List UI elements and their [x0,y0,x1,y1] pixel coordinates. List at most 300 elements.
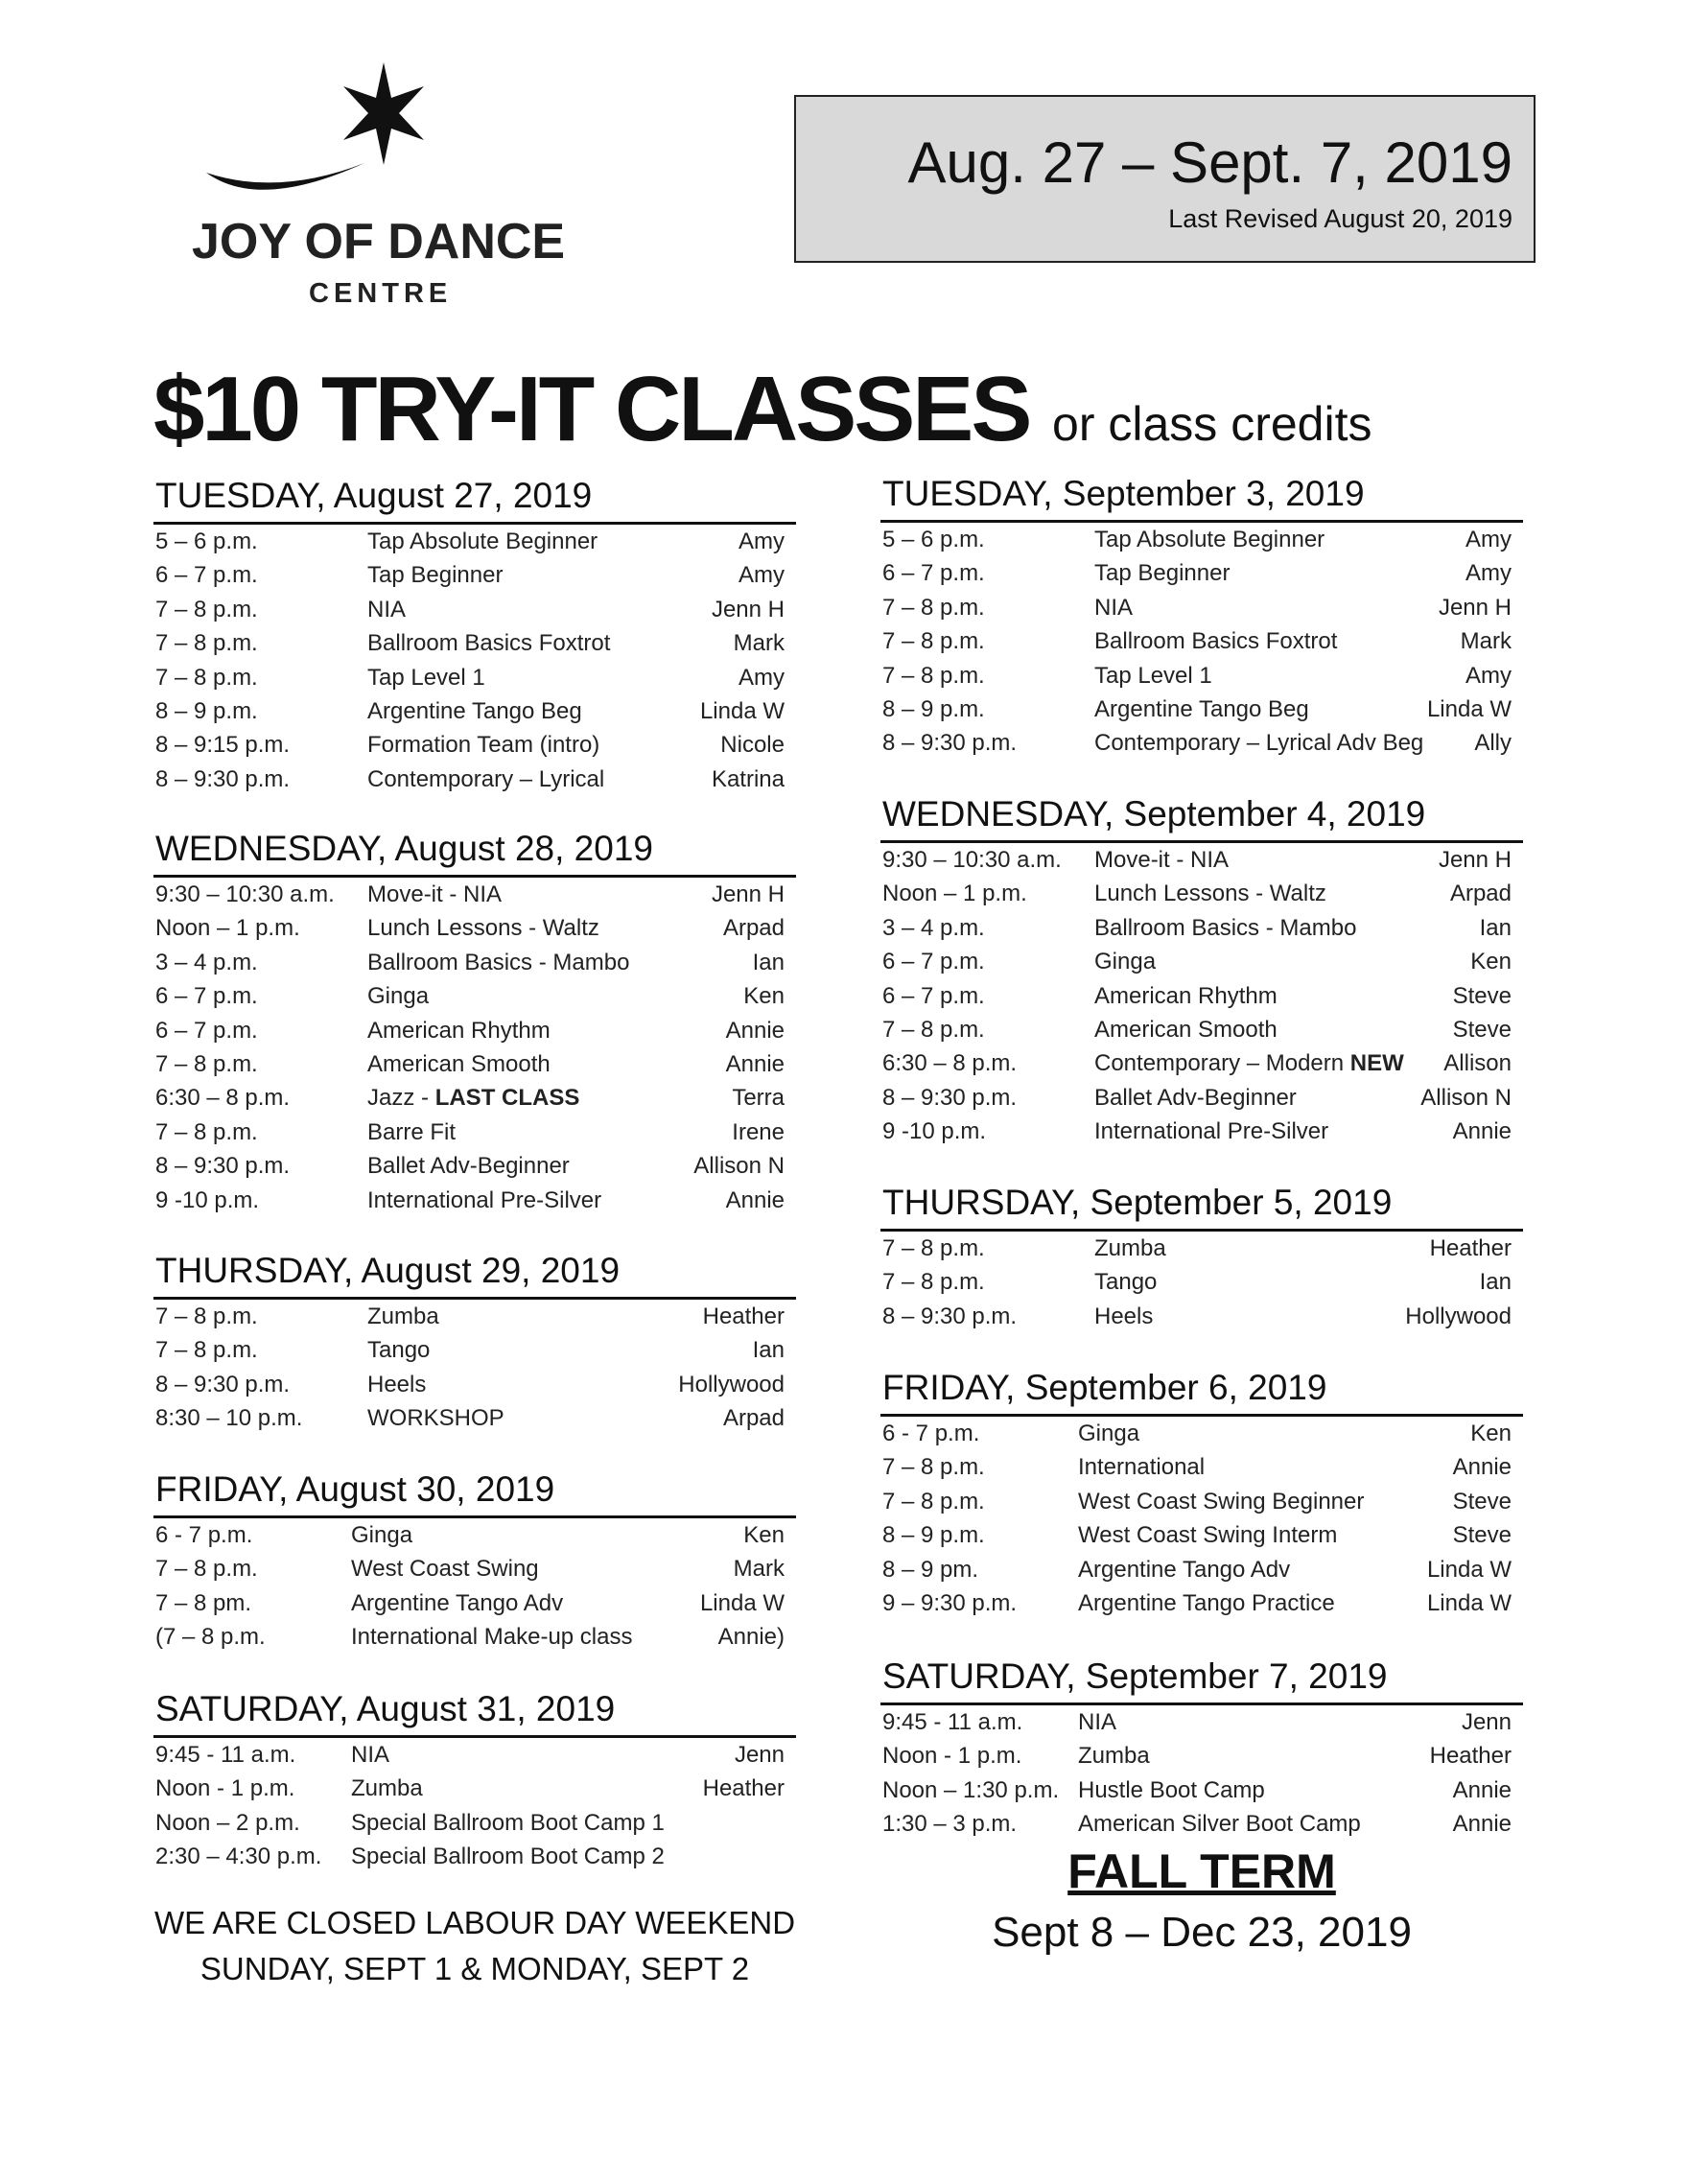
class-title: Contemporary – Lyrical Adv Beg [1094,730,1424,757]
class-name [367,1115,456,1149]
class-title: Tango [367,1337,431,1364]
class-instructor: Mark [733,630,785,657]
class-time: 3 – 4 p.m. [155,949,258,975]
class-name [1094,1115,1328,1148]
class-row [153,763,796,796]
class-title: Formation Team (intro) [367,732,600,759]
class-name [1094,1232,1166,1265]
class-time: 8 – 9 p.m. [882,1522,985,1549]
class-instructor: Nicole [720,732,785,759]
class-time: 6 – 7 p.m. [882,560,985,587]
class-name [367,1149,570,1183]
class-time: 6:30 – 8 p.m. [882,1050,1018,1077]
class-title: Tap Beginner [367,562,504,589]
class-instructor: Heather [702,1775,785,1802]
class-name [367,626,610,660]
class-row [880,726,1523,760]
day-heading: TUESDAY, September 3, 2019 [880,470,1523,523]
class-time: Noon – 1:30 p.m. [882,1776,1060,1803]
class-time: 7 – 8 p.m. [155,1118,258,1145]
day-section [153,472,796,796]
class-row [153,1806,796,1840]
class-row [153,1300,796,1333]
class-instructor: Amy [1465,527,1512,552]
class-name [351,1620,632,1654]
class-time: 6 – 7 p.m. [882,949,985,975]
class-instructor: Ken [743,1522,785,1548]
class-time: 5 – 6 p.m. [155,528,258,554]
class-name [1094,523,1325,556]
class-title: Argentine Tango Beg [1094,695,1309,722]
class-title: Move-it - NIA [367,881,503,907]
class-name [1094,659,1212,693]
day-heading: WEDNESDAY, August 28, 2019 [153,825,796,878]
class-instructor: Linda W [1426,695,1512,722]
class-row [153,1840,796,1873]
page-title [153,357,1372,462]
class-row [153,878,796,911]
class-name [1094,591,1133,624]
class-row [880,1705,1523,1739]
class-time: 8 – 9:30 p.m. [155,1371,291,1397]
class-row [880,624,1523,658]
class-row [880,1773,1523,1807]
class-instructor: Mark [733,1556,785,1583]
class-time: 8 – 9:15 p.m. [155,732,291,759]
class-instructor: Jenn [1461,1709,1512,1735]
class-name [1078,1586,1335,1620]
class-instructor: Linda W [1426,1556,1512,1583]
class-instructor: Katrina [711,765,785,792]
class-row [153,1014,796,1047]
closed-dates: SUNDAY, SEPT 1 & MONDAY, SEPT 2 [199,1951,750,1986]
class-name [1094,1013,1278,1046]
class-time: 7 – 8 p.m. [882,1016,985,1043]
class-title: Tap Level 1 [1094,662,1212,689]
class-instructor: Irene [732,1118,785,1145]
class-title: Heels [1094,1303,1154,1329]
class-badge: LAST CLASS [434,1085,580,1112]
class-name [1094,693,1309,726]
class-instructor: Ken [1470,1421,1512,1446]
class-instructor: Heather [1429,1743,1512,1770]
class-name [1094,979,1278,1013]
class-row [153,1772,796,1805]
day-heading: FRIDAY, August 30, 2019 [153,1466,796,1518]
class-instructor: Jenn H [1438,847,1512,873]
class-name [351,1772,423,1805]
class-name [351,1586,563,1620]
class-instructor: Annie [1452,1811,1512,1838]
class-time: 7 – 8 p.m. [882,1269,985,1296]
class-name [1078,1417,1139,1450]
class-row [880,693,1523,726]
day-heading: TUESDAY, August 27, 2019 [153,472,796,525]
class-row [880,1586,1523,1620]
class-title: Special Ballroom Boot Camp 2 [351,1843,665,1870]
class-name [1094,1265,1157,1299]
class-title: Ginga [1094,949,1157,975]
class-name [1094,1081,1297,1115]
day-section [880,1364,1523,1620]
class-title: WORKSHOP [367,1405,504,1432]
day-section [153,1466,796,1655]
class-name [367,525,598,558]
class-row [880,1046,1523,1080]
day-heading: SATURDAY, August 31, 2019 [153,1685,796,1738]
title-main: $10 TRY-IT CLASSES [153,358,1030,460]
last-revised: Last Revised August 20, 2019 [1168,204,1512,233]
class-time: 6 - 7 p.m. [155,1522,253,1548]
class-name [367,558,503,592]
day-section [880,1179,1523,1333]
class-instructor: Annie [1452,1454,1512,1481]
class-name [367,1081,579,1115]
class-title: NIA [1078,1709,1117,1735]
class-instructor: Mark [1460,628,1512,655]
class-name [1094,945,1156,978]
class-name [367,911,599,945]
class-name [1094,726,1423,760]
class-instructor: Terra [732,1085,785,1112]
class-time: 9:30 – 10:30 a.m. [155,881,335,907]
class-row [153,1149,796,1183]
class-time: 7 – 8 p.m. [155,630,258,657]
class-row [880,877,1523,910]
class-title: International Pre-Silver [367,1186,602,1213]
class-title: American Silver Boot Camp [1078,1811,1361,1838]
class-title: West Coast Swing Beginner [1078,1488,1365,1515]
class-instructor: Ian [752,949,785,975]
class-instructor: Allison [1443,1050,1512,1077]
class-time: 9 – 9:30 p.m. [882,1589,1018,1616]
class-time: 9 -10 p.m. [155,1186,260,1213]
class-time: 9:30 – 10:30 a.m. [882,847,1062,873]
class-time: 7 – 8 p.m. [882,594,985,621]
class-name [367,1184,601,1217]
class-row [880,1300,1523,1333]
class-name [367,1300,439,1333]
class-instructor: Allison N [693,1153,785,1180]
class-title: Tap Beginner [1094,560,1231,587]
class-row [880,1265,1523,1299]
class-time: 8:30 – 10 p.m. [155,1405,303,1432]
day-section [880,1653,1523,1842]
class-time: 2:30 – 4:30 p.m. [155,1843,322,1870]
class-row [153,1401,796,1435]
class-instructor: Steve [1452,1016,1512,1043]
class-row [880,591,1523,624]
logo-star-icon [201,58,451,206]
class-time: 6 - 7 p.m. [882,1421,980,1446]
class-title: American Rhythm [367,1017,551,1044]
class-instructor: Arpad [722,1405,785,1432]
class-title: Hustle Boot Camp [1078,1776,1265,1803]
class-instructor: Annie [1452,1118,1512,1145]
class-instructor: Allison N [1420,1084,1512,1111]
class-title: Argentine Tango Practice [1078,1589,1335,1616]
class-title: Ballroom Basics - Mambo [367,949,630,975]
date-range: Aug. 27 – Sept. 7, 2019 [907,130,1512,195]
class-title: American Smooth [1094,1016,1278,1043]
class-title: Barre Fit [367,1118,457,1145]
class-time: 9:45 - 11 a.m. [882,1709,1023,1735]
class-title: Ballroom Basics Foxtrot [1094,628,1338,655]
class-instructor: Jenn H [711,596,785,622]
class-instructor: Hollywood [1405,1303,1512,1329]
class-time: 3 – 4 p.m. [882,914,985,941]
class-instructor: Amy [738,528,785,554]
class-title: Tango [1094,1269,1158,1296]
class-row [880,1485,1523,1518]
class-instructor: Steve [1452,1488,1512,1515]
class-time: 6:30 – 8 p.m. [155,1085,291,1112]
class-title: Ginga [1078,1421,1140,1446]
class-row [153,1368,796,1401]
class-time: 9:45 - 11 a.m. [155,1742,296,1768]
class-time: 6 – 7 p.m. [155,1017,258,1044]
class-row [153,1047,796,1081]
day-heading: THURSDAY, August 29, 2019 [153,1247,796,1300]
class-title: Zumba [351,1775,423,1802]
class-title: Tap Absolute Beginner [1094,527,1325,552]
class-instructor: Jenn H [711,881,785,907]
class-instructor: Ian [752,1337,785,1364]
class-row [880,1115,1523,1148]
class-instructor: Jenn H [1438,594,1512,621]
class-name [367,593,406,626]
class-name [1078,1485,1364,1518]
fall-term-dates: Sept 8 – Dec 23, 2019 [992,1909,1412,1956]
class-time: 6 – 7 p.m. [155,983,258,1010]
class-row [153,1081,796,1115]
class-instructor: Linda W [699,1589,785,1616]
class-time: 9 -10 p.m. [882,1118,987,1145]
class-name [1078,1450,1205,1484]
date-box [794,95,1536,263]
day-heading: THURSDAY, September 5, 2019 [880,1179,1523,1232]
class-name [1094,556,1230,590]
class-time: 7 – 8 pm. [155,1589,252,1616]
class-time: 8 – 9:30 p.m. [155,1153,291,1180]
class-title: West Coast Swing Interm [1078,1522,1338,1549]
class-instructor: Linda W [1426,1589,1512,1616]
class-name [367,1401,504,1435]
class-row [153,525,796,558]
class-row [153,1586,796,1620]
class-title: American Smooth [367,1050,551,1077]
class-name [367,1047,551,1081]
class-row [880,945,1523,978]
class-row [153,1115,796,1149]
class-name [367,763,604,796]
class-title: Tap Absolute Beginner [367,528,598,554]
class-instructor: Amy [738,562,785,589]
class-time: 8 – 9 p.m. [155,697,258,724]
class-time: 8 – 9:30 p.m. [882,730,1018,757]
class-title: Ballroom Basics Foxtrot [367,630,611,657]
class-name [1094,1300,1153,1333]
class-row [880,1553,1523,1586]
class-time: 1:30 – 3 p.m. [882,1811,1018,1838]
class-title: Ginga [351,1522,413,1548]
class-name [1094,624,1337,658]
class-instructor: Hollywood [678,1371,785,1397]
class-title: Zumba [1094,1235,1166,1261]
class-title: Contemporary – Lyrical [367,765,605,792]
class-name [1078,1705,1116,1739]
class-instructor: Jenn [734,1742,785,1768]
class-title: Lunch Lessons - Waltz [1094,881,1326,907]
class-title: NIA [367,596,407,622]
class-time: 8 – 9 p.m. [882,695,985,722]
class-title: Ballroom Basics - Mambo [1094,914,1357,941]
class-name [1078,1739,1150,1773]
class-instructor: Steve [1452,1522,1512,1549]
day-section [880,790,1523,1149]
class-name [1094,1046,1404,1080]
class-title: Jazz - [367,1085,430,1112]
class-title: Zumba [367,1303,439,1329]
class-row [880,1807,1523,1841]
class-row [880,556,1523,590]
class-row [153,1184,796,1217]
class-instructor: Annie [725,1017,785,1044]
class-row [153,1620,796,1654]
class-name [1094,911,1356,945]
class-name [1078,1807,1361,1841]
class-name [351,1840,665,1873]
class-time: 7 – 8 p.m. [155,1050,258,1077]
class-row [880,1739,1523,1773]
day-heading: FRIDAY, September 6, 2019 [880,1364,1523,1417]
class-name [1078,1553,1290,1586]
class-row [880,1518,1523,1552]
class-instructor: Amy [1465,662,1512,689]
class-time: 6 – 7 p.m. [882,982,985,1009]
class-instructor: Ian [1479,1269,1512,1296]
class-title: Argentine Tango Beg [367,697,582,724]
class-title: International Make-up class [351,1624,633,1651]
class-row [153,946,796,979]
class-row [153,661,796,694]
class-time: 7 – 8 p.m. [155,596,258,622]
class-name [367,1014,551,1047]
class-name [367,946,629,979]
class-instructor: Ian [1479,914,1512,941]
class-time: Noon - 1 p.m. [882,1743,1022,1770]
class-time: 6 – 7 p.m. [155,562,258,589]
class-row [880,1232,1523,1265]
day-section [153,1247,796,1436]
class-instructor: Heather [1429,1235,1512,1261]
class-instructor: Linda W [699,697,785,724]
class-time: 7 – 8 p.m. [155,664,258,691]
class-row [153,694,796,728]
class-time: 8 – 9:30 p.m. [155,765,291,792]
day-heading: SATURDAY, September 7, 2019 [880,1653,1523,1705]
class-time: 7 – 8 p.m. [882,662,985,689]
class-row [880,911,1523,945]
day-section [153,1685,796,1874]
class-time: Noon – 2 p.m. [155,1809,300,1836]
class-row [153,1518,796,1552]
class-name [351,1518,412,1552]
class-instructor: Ken [1470,949,1512,975]
class-row [153,593,796,626]
class-title: NIA [351,1742,390,1768]
class-instructor: Arpad [1449,881,1512,907]
class-name [367,694,582,728]
day-heading: WEDNESDAY, September 4, 2019 [880,790,1523,843]
class-time: (7 – 8 p.m. [155,1624,266,1651]
class-row [880,523,1523,556]
class-time: 7 – 8 p.m. [882,628,985,655]
class-name [367,1333,430,1367]
class-title: Zumba [1078,1743,1150,1770]
class-time: Noon - 1 p.m. [155,1775,295,1802]
class-time: 7 – 8 p.m. [882,1488,985,1515]
class-name [367,661,485,694]
class-time: 7 – 8 p.m. [882,1454,985,1481]
class-title: Tap Level 1 [367,664,485,691]
class-row [880,1417,1523,1450]
class-row [153,1738,796,1772]
class-instructor: Annie [1452,1776,1512,1803]
class-time: Noon – 1 p.m. [155,915,300,942]
class-row [153,1333,796,1367]
class-row [153,911,796,945]
class-row [880,1013,1523,1046]
class-badge: NEW [1349,1050,1404,1077]
logo-name: JOY OF DANCE [192,214,566,270]
class-instructor: Heather [702,1303,785,1329]
class-row [153,558,796,592]
class-name [367,878,502,911]
class-title: International Pre-Silver [1094,1118,1329,1145]
class-name [351,1552,539,1585]
class-title: Move-it - NIA [1094,847,1230,873]
class-time: 5 – 6 p.m. [882,527,985,552]
class-time: 7 – 8 p.m. [155,1303,258,1329]
class-instructor: Amy [738,664,785,691]
class-name [1094,877,1326,910]
class-title: Ginga [367,983,430,1010]
class-instructor: Annie) [717,1624,785,1651]
class-row [880,843,1523,877]
class-time: 7 – 8 p.m. [155,1337,258,1364]
class-title: Argentine Tango Adv [1078,1556,1291,1583]
class-title: American Rhythm [1094,982,1278,1009]
class-name [351,1806,665,1840]
class-time: Noon – 1 p.m. [882,881,1027,907]
class-title: Ballet Adv-Beginner [1094,1084,1297,1111]
class-name [367,1368,426,1401]
class-title: Contemporary – Modern [1094,1050,1345,1077]
class-name [1094,843,1229,877]
class-time: 8 – 9 pm. [882,1556,979,1583]
logo-subtitle: CENTRE [309,278,453,309]
class-instructor: Steve [1452,982,1512,1009]
class-title: Lunch Lessons - Waltz [367,915,599,942]
class-row [880,979,1523,1013]
class-title: International [1078,1454,1206,1481]
class-name [367,979,429,1013]
class-title: West Coast Swing [351,1556,539,1583]
class-title: Special Ballroom Boot Camp 1 [351,1809,665,1836]
class-row [153,1552,796,1585]
class-time: 7 – 8 p.m. [882,1235,985,1261]
